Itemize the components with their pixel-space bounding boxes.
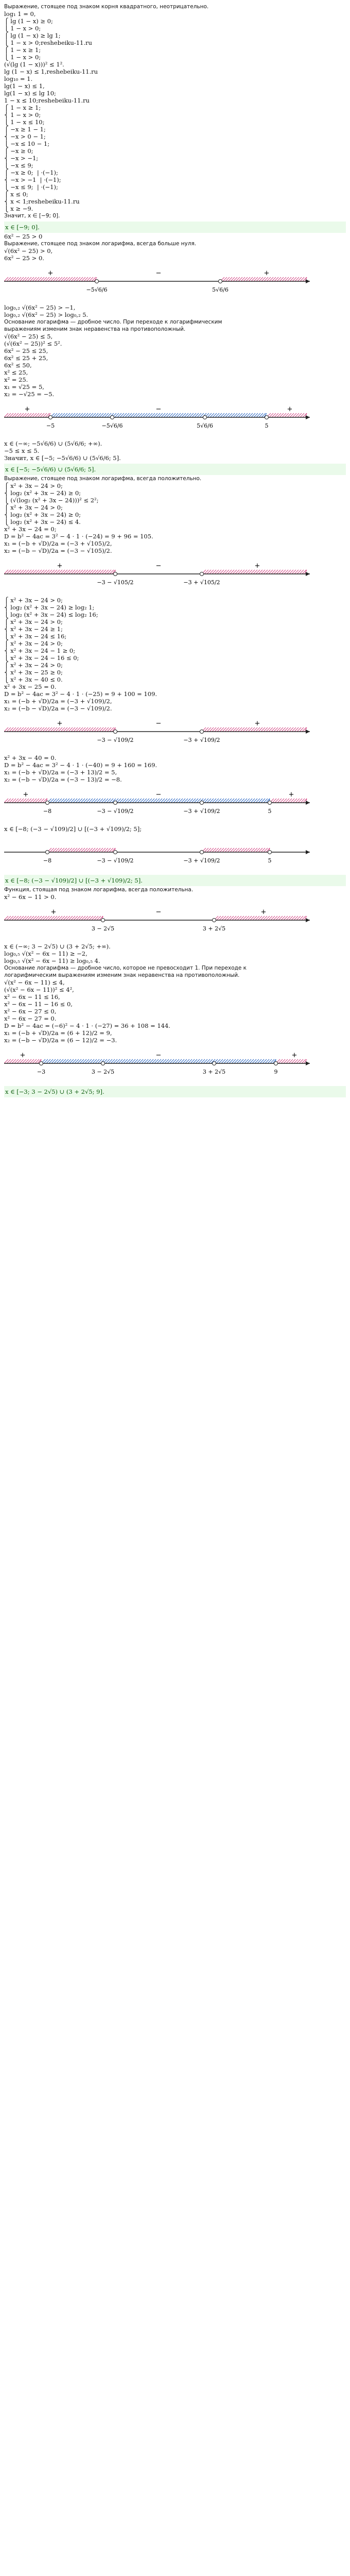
point-label: 5 (268, 857, 272, 864)
point-label: 3 − 2√5 (91, 925, 115, 932)
point-marker (213, 919, 216, 922)
point-marker (114, 730, 117, 734)
number-line (4, 785, 346, 823)
math-line: log₀,₅ √(x² − 6x − 11) ≥ −2, (4, 950, 87, 957)
math-line: log₀,₂ √(6x² − 25) > −1, (4, 304, 76, 311)
math-line: ⎩ 1 − x > 0;reshebeiku-11.ru (4, 39, 92, 46)
math-line: log₀,₂ √(6x² − 25) > log₀,₂ 5. (4, 311, 89, 318)
math-line: x₂ = (−b − √D)/2a = (−3 − √105)/2. (4, 547, 112, 554)
number-line-svg (4, 400, 313, 438)
math-line: D = b² − 4ac = (−6)² − 4 · 1 · (−27) = 36 + 108 = 144. (4, 1022, 170, 1029)
math-line: log₁ 1 = 0, (4, 10, 36, 18)
math-line: √(6x² − 25) > 0, (4, 247, 53, 255)
math-line: ⎧ 1 − x ≥ 1; (4, 104, 41, 111)
number-line-svg (4, 785, 313, 823)
math-line: (√(6x² − 25))² ≤ 5². (4, 340, 62, 347)
sign-label: − (155, 791, 162, 799)
math-line: ⎨ x² + 3x − 24 ≥ 1; (4, 625, 63, 633)
sign-label: − (155, 720, 162, 727)
point-label: −5√6/6 (86, 286, 108, 293)
math-line: √(6x² − 25) ≤ 5, (4, 333, 53, 340)
math-line: lg(1 − x) ≤ lg 10; (4, 90, 56, 97)
math-line: (√(x² − 6x − 11))² ≤ 4², (4, 986, 74, 993)
point-marker (46, 851, 49, 854)
math-line: ⎩ 1 − x ≤ 10; (4, 118, 45, 126)
text-line: Выражение, стоящее под знаком корня квадратного, неотрицательно. (4, 4, 209, 10)
math-line: Значит, x ∈ [−5; −5√6/6) ∪ (5√6/6; 5]. (4, 454, 121, 462)
number-line (4, 714, 346, 752)
point-label: −3 − √109/2 (97, 737, 134, 743)
point-label: −3 − √105/2 (97, 579, 134, 586)
math-line: x₁ = √25 = 5, (4, 383, 44, 391)
point-label: 5 (265, 422, 269, 429)
axis-arrow (306, 730, 310, 734)
point-label: 3 − 2√5 (91, 1069, 115, 1075)
point-marker (114, 851, 117, 854)
sign-label: + (288, 791, 294, 799)
math-line: x ∈ (−∞; 3 − 2√5) ∪ (3 + 2√5; +∞). (4, 943, 111, 950)
math-line: ⎧ x² + 3x − 24 > 0; (4, 662, 63, 669)
point-label: 5√6/6 (197, 422, 213, 429)
math-line: (√(lg (1 − x)))² ≤ 1². (4, 61, 64, 68)
math-line: 6x² − 25 ≤ 25, (4, 347, 48, 354)
text-line: выражениям изменим знак неравенства на противоположный. (4, 326, 186, 332)
point-label: −3 − √109/2 (97, 808, 134, 815)
math-line: x² = 25. (4, 376, 28, 383)
math-line: 6x² − 25 > 0. (4, 255, 44, 262)
number-line (4, 1046, 346, 1084)
point-marker (40, 1062, 43, 1065)
math-line: x² − 6x − 11 > 0. (4, 893, 57, 901)
number-line-svg (4, 714, 313, 752)
math-line: ⎧ −x ≥ 0; | ·(−1); (4, 169, 58, 176)
math-line: ⎧ 1 − x ≥ 1; (4, 46, 41, 54)
math-line: log₀,₅ √(x² − 6x − 11) ≥ log₀,₅ 4. (4, 957, 100, 964)
sign-label: − (155, 405, 162, 413)
math-line: ⎩ x ≥ −9. (4, 205, 33, 212)
axis-arrow (306, 572, 310, 576)
sign-label: + (57, 720, 63, 727)
math-line: ⎩ log₂ (x² + 3x − 24) ≤ log₂ 16; (4, 611, 98, 618)
sign-label: + (47, 269, 54, 277)
point-marker (200, 851, 204, 854)
math-line: ⎧ x² + 3x − 24 > 0; (4, 482, 63, 489)
sign-label: + (20, 1052, 26, 1059)
math-line: ⎨ −x > −1; (4, 155, 39, 162)
math-line: lg (1 − x) ≤ 1,reshebeiku-11.ru (4, 68, 98, 75)
point-label: −8 (43, 808, 52, 815)
axis-arrow (306, 279, 310, 283)
text-line: логарифмическим выражениям изменим знак неравенства на противоположный. (4, 972, 240, 978)
math-line: ⎩ (√(log₂ (x² + 3x − 24)))² ≤ 2²; (4, 497, 99, 504)
answer-line: x ∈ [−3; 3 − 2√5) ∪ (3 + 2√5; 9]. (4, 1086, 346, 1097)
point-marker (49, 416, 52, 419)
text-line: Основание логарифма — дробное число. При переходе к логарифмическим (4, 319, 222, 325)
number-line-svg (4, 556, 313, 595)
math-line: x₁ = (−b + √D)/2a = (−3 + √105)/2, (4, 540, 112, 547)
math-line: x₁ = (−b + √D)/2a = (−3 + √109)/2, (4, 698, 112, 705)
number-line (4, 556, 346, 595)
sign-label: − (155, 269, 162, 277)
math-line: x ∈ (−∞; −5√6/6) ∪ (5√6/6; +∞). (4, 440, 102, 447)
point-label: −3 + √109/2 (183, 857, 220, 864)
math-line: x² + 3x − 25 = 0. (4, 683, 57, 690)
point-marker (265, 416, 269, 419)
sign-label: + (24, 405, 30, 413)
math-line: ⎧ x² + 3x − 24 > 0; (4, 597, 63, 604)
math-line: ⎩ −x ≤ 9; (4, 162, 33, 169)
math-line: x² ≤ 25, (4, 369, 28, 376)
math-line: ⎧ x ≤ 0; (4, 191, 28, 198)
sign-label: + (254, 720, 260, 727)
point-label: −3 + √109/2 (183, 808, 220, 815)
point-label: −3 + √109/2 (183, 737, 220, 743)
math-line: ⎨ log₂ (x² + 3x − 24) ≥ 0; (4, 489, 81, 497)
math-line: ⎩ 1 − x > 0; (4, 25, 41, 32)
math-line: x₁ = (−b + √D)/2a = (6 + 12)/2 = 9, (4, 1029, 112, 1037)
point-marker (101, 1062, 105, 1065)
point-label: −5 (46, 422, 55, 429)
sign-label: − (155, 908, 162, 916)
math-line: x² − 6x − 27 ≤ 0, (4, 1008, 57, 1015)
sign-label: + (23, 791, 29, 799)
math-line: x² − 6x − 27 = 0. (4, 1015, 57, 1022)
point-label: 9 (274, 1069, 278, 1075)
math-line: ⎩ log₂ (x² + 3x − 24) ≤ 4. (4, 518, 81, 526)
point-label: 5√6/6 (212, 286, 229, 293)
math-line: ⎩ −x ≤ 10 − 1; (4, 140, 50, 147)
point-marker (268, 851, 272, 854)
math-line: x₂ = −√25 = −5. (4, 391, 55, 398)
number-line-svg (4, 903, 313, 941)
math-line: ⎨ 1 − x > 0; (4, 111, 41, 118)
math-line: ⎧ lg (1 − x) ≥ 0; (4, 18, 53, 25)
math-line: ⎨ x² + 3x − 24 − 1 ≥ 0; (4, 647, 76, 654)
point-label: −8 (43, 857, 52, 864)
math-line: x₂ = (−b − √D)/2a = (−3 − 13)/2 = −8. (4, 776, 122, 783)
math-line: ⎩ x² + 3x − 24 ≤ 16; (4, 633, 67, 640)
math-line: ⎨ log₂ (x² + 3x − 24) ≥ 0; (4, 511, 81, 518)
math-line: ⎩ −x ≤ 9; | ·(−1); (4, 183, 58, 191)
point-marker (46, 801, 49, 805)
point-marker (95, 280, 99, 283)
point-marker (200, 572, 204, 576)
sign-label: + (254, 562, 260, 570)
math-line: −5 ≤ x ≤ 5. (4, 447, 40, 454)
math-line: D = b² − 4ac = 3² − 4 · 1 · (−24) = 9 + 96 = 105. (4, 533, 153, 540)
point-label: 3 + 2√5 (202, 1069, 226, 1075)
math-line: ⎧ x² + 3x − 24 > 0; (4, 504, 63, 511)
point-marker (200, 730, 204, 734)
point-marker (203, 416, 207, 419)
number-line (4, 400, 346, 438)
sign-label: − (155, 1052, 162, 1059)
point-label: −3 (37, 1069, 46, 1075)
math-line: x² − 6x − 11 ≤ 16, (4, 993, 60, 1001)
math-line: x² − 6x − 11 − 16 ≤ 0, (4, 1001, 73, 1008)
math-line: x₁ = (−b + √D)/2a = (−3 + 13)/2 = 5, (4, 769, 117, 776)
answer-line: x ∈ [−8; (−3 − √109)/2] ∪ [(−3 + √109)/2; 5]. (4, 875, 346, 886)
point-label: −3 − √109/2 (97, 857, 134, 864)
math-line: x² + 3x − 40 = 0. (4, 754, 57, 761)
point-marker (200, 801, 204, 805)
point-marker (101, 919, 105, 922)
math-line: lg(1 − x) ≤ 1, (4, 82, 45, 90)
number-line-svg (4, 1046, 313, 1084)
sign-label: + (50, 908, 57, 916)
sign-label: − (155, 562, 162, 570)
point-label: 5 (268, 808, 272, 815)
math-line: x ∈ [−8; (−3 − √109)/2] ∪ [(−3 + √109)/2; 5]; (4, 825, 142, 833)
math-line: D = b² − 4ac = 3² − 4 · 1 · (−40) = 9 + 160 = 169. (4, 761, 157, 769)
solution-content (0, 0, 350, 1097)
answer-line: x ∈ [−9; 0]. (4, 222, 346, 233)
math-line: 6x² − 25 > 0 (4, 233, 43, 240)
point-label: −5√6/6 (101, 422, 123, 429)
math-line: ⎧ −x ≥ 1 − 1; (4, 126, 46, 133)
text-line: Выражение, стоящее под знаком логарифма, всегда положительно. (4, 476, 202, 482)
number-line (4, 903, 346, 941)
math-line: x² + 3x − 24 = 0; (4, 526, 57, 533)
math-line: ⎩ 1 − x > 0; (4, 54, 41, 61)
math-line: ⎨ −x > −1 | ·(−1); (4, 176, 61, 183)
point-marker (219, 280, 222, 283)
axis-arrow (306, 850, 310, 854)
number-line (4, 264, 346, 302)
math-line: ⎨ log₂ (x² + 3x − 24) ≥ log₂ 1; (4, 604, 95, 611)
sign-label: + (260, 908, 267, 916)
sign-label: + (264, 269, 270, 277)
point-marker (114, 801, 117, 805)
math-line: ⎧ x² + 3x − 24 > 0; (4, 618, 63, 625)
math-line: ⎨ x < 1;reshebeiku-11.ru (4, 198, 80, 205)
axis-arrow (306, 415, 310, 419)
text-line: Основание логарифма — дробное число, которое не превосходит 1. При переходе к (4, 965, 247, 971)
math-line: 6x² ≤ 50, (4, 362, 32, 369)
point-marker (274, 1062, 278, 1065)
math-line: ⎩ x² + 3x − 24 − 16 ≤ 0; (4, 654, 79, 662)
math-line: ⎨ −x > 0 − 1; (4, 133, 46, 140)
number-line-svg (4, 264, 313, 302)
axis-arrow (306, 801, 310, 805)
math-line: 1 − x ≤ 10;reshebeiku-11.ru (4, 97, 90, 104)
point-marker (213, 1062, 216, 1065)
math-line: 6x² ≤ 25 + 25, (4, 354, 48, 362)
point-marker (114, 572, 117, 576)
sign-label: + (291, 1052, 297, 1059)
point-label: 3 + 2√5 (202, 925, 226, 932)
math-line: ⎨ x² + 3x − 25 ≥ 0; (4, 669, 63, 676)
math-line: ⎧ −x ≥ 0; (4, 147, 33, 155)
axis-arrow (306, 918, 310, 922)
point-marker (268, 801, 272, 805)
math-line: √(x² − 6x − 11) ≤ 4, (4, 979, 65, 986)
text-line: Выражение, стоящее под знаком логарифма, всегда больше нуля. (4, 241, 197, 247)
math-line: log₁₀ = 1. (4, 75, 33, 82)
text-line: Функция, стоящая под знаком логарифма, всегда положительна. (4, 887, 194, 893)
point-marker (111, 416, 114, 419)
math-line: ⎧ lg (1 − x) ≥ lg 1; (4, 32, 61, 39)
axis-arrow (306, 1061, 310, 1065)
number-line (4, 835, 346, 873)
point-label: −3 + √105/2 (183, 579, 220, 586)
number-line-svg (4, 835, 313, 873)
math-line: ⎩ x² + 3x − 40 ≤ 0. (4, 676, 63, 683)
math-line: x₂ = (−b − √D)/2a = (−3 − √109)/2. (4, 705, 112, 712)
sign-label: + (57, 562, 63, 570)
math-line: D = b² − 4ac = 3² − 4 · 1 · (−25) = 9 + 100 = 109. (4, 690, 157, 698)
answer-line: x ∈ [−5; −5√6/6) ∪ (5√6/6; 5]. (4, 464, 346, 475)
text-line: Значит, x ∈ [−9; 0]. (4, 213, 60, 219)
math-line: ⎧ x² + 3x − 24 > 0; (4, 640, 63, 647)
sign-label: + (287, 405, 293, 413)
math-line: x₂ = (−b − √D)/2a = (6 − 12)/2 = −3. (4, 1037, 117, 1044)
